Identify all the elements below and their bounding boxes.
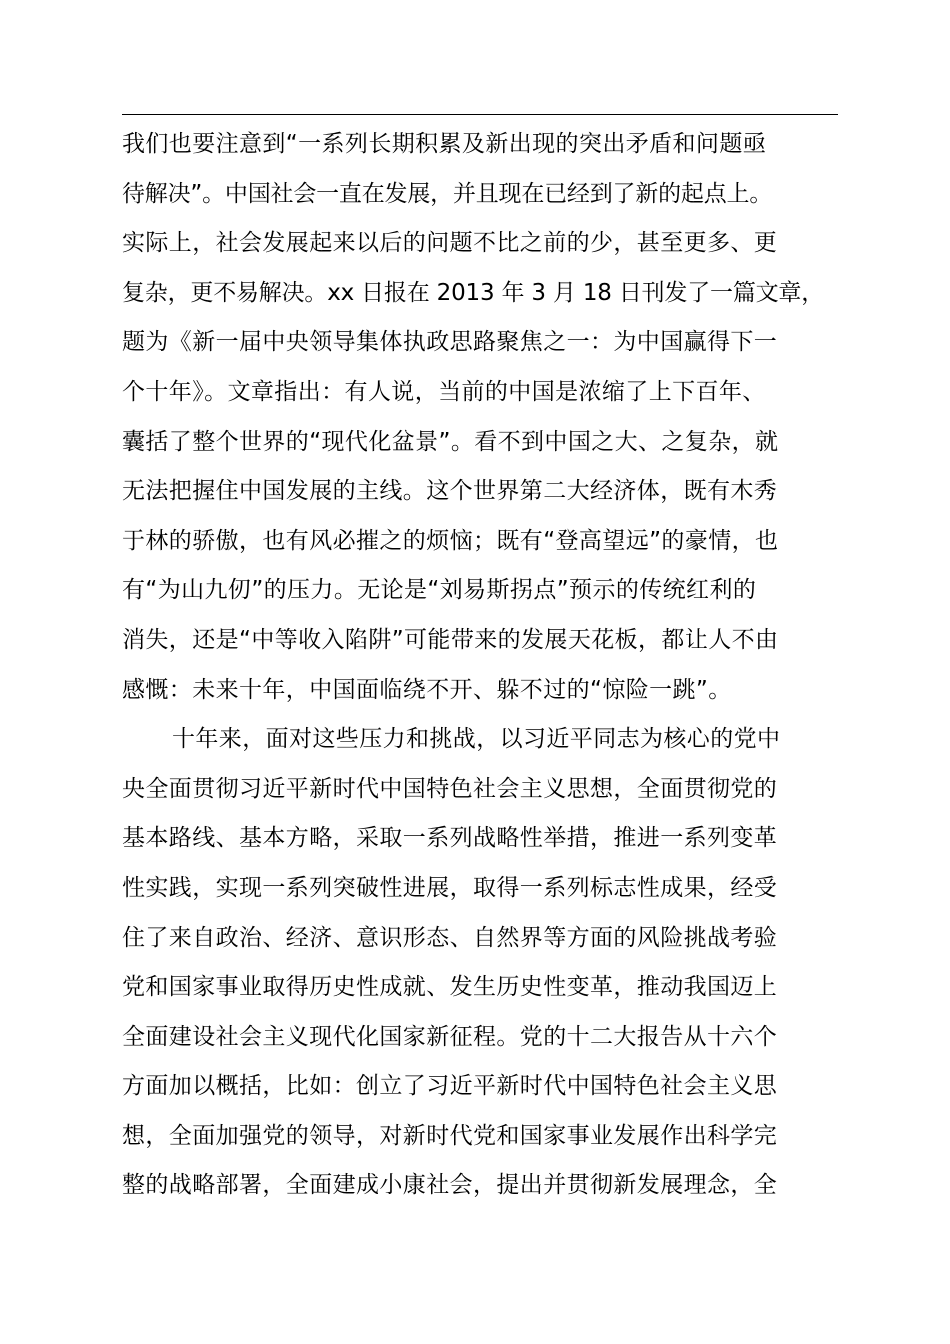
document-body <box>122 120 838 1211</box>
text-line: 复杂，更不易解决。xx 日报在 2013 年 3 月 18 日刊发了一篇文章， <box>122 279 825 306</box>
text-line: 党和国家事业取得历史性成就、发生历史性变革，推动我国迈上 <box>122 974 778 1001</box>
text-line: 囊括了整个世界的“现代化盆景”。看不到中国之大、之复杂，就 <box>122 428 779 455</box>
text-line: 无法把握住中国发展的主线。这个世界第二大经济体，既有木秀 <box>122 478 778 505</box>
text-line: 我们也要注意到“一系列长期积累及新出现的突出矛盾和问题亟 <box>122 131 767 157</box>
text-line: 十年来，面对这些压力和挑战，以习近平同志为核心的党中 <box>172 726 781 753</box>
text-line: 整的战略部署，全面建成小康社会，提出并贯彻新发展理念，全 <box>122 1172 778 1199</box>
text-line: 实际上，社会发展起来以后的问题不比之前的少，甚至更多、更 <box>122 230 778 257</box>
header-rule <box>122 114 838 115</box>
text-line: 于林的骄傲，也有风必摧之的烦恼；既有“登高望远”的豪情，也 <box>122 527 779 554</box>
text-line: 有“为山九仞”的压力。无论是“刘易斯拐点”预示的传统红利的 <box>122 577 757 604</box>
text-line: 个十年》。文章指出：有人说，当前的中国是浓缩了上下百年、 <box>122 378 766 405</box>
text-line: 全面建设社会主义现代化国家新征程。党的十二大报告从十六个 <box>122 1023 778 1050</box>
text-line: 性实践，实现一系列突破性进展，取得一系列标志性成果，经受 <box>122 874 778 901</box>
text-line: 方面加以概括，比如：创立了习近平新时代中国特色社会主义思 <box>122 1073 778 1100</box>
text-line: 住了来自政治、经济、意识形态、自然界等方面的风险挑战考验 <box>122 924 778 951</box>
paragraph <box>122 120 838 715</box>
paragraph <box>122 715 838 1211</box>
text-line: 待解决”。中国社会一直在发展，并且现在已经到了新的起点上。 <box>122 180 773 207</box>
text-line: 题为《新一届中央领导集体执政思路聚焦之一：为中国赢得下一 <box>122 329 778 356</box>
text-line: 消失，还是“中等收入陷阱”可能带来的发展天花板，都让人不由 <box>122 626 779 653</box>
text-line: 基本路线、基本方略，采取一系列战略性举措，推进一系列变革 <box>122 825 778 852</box>
text-line: 想，全面加强党的领导，对新时代党和国家事业发展作出科学完 <box>122 1122 778 1149</box>
text-line: 央全面贯彻习近平新时代中国特色社会主义思想，全面贯彻党的 <box>122 775 778 802</box>
text-line: 感慨：未来十年，中国面临绕不开、躲不过的“惊险一跳”。 <box>122 676 732 703</box>
